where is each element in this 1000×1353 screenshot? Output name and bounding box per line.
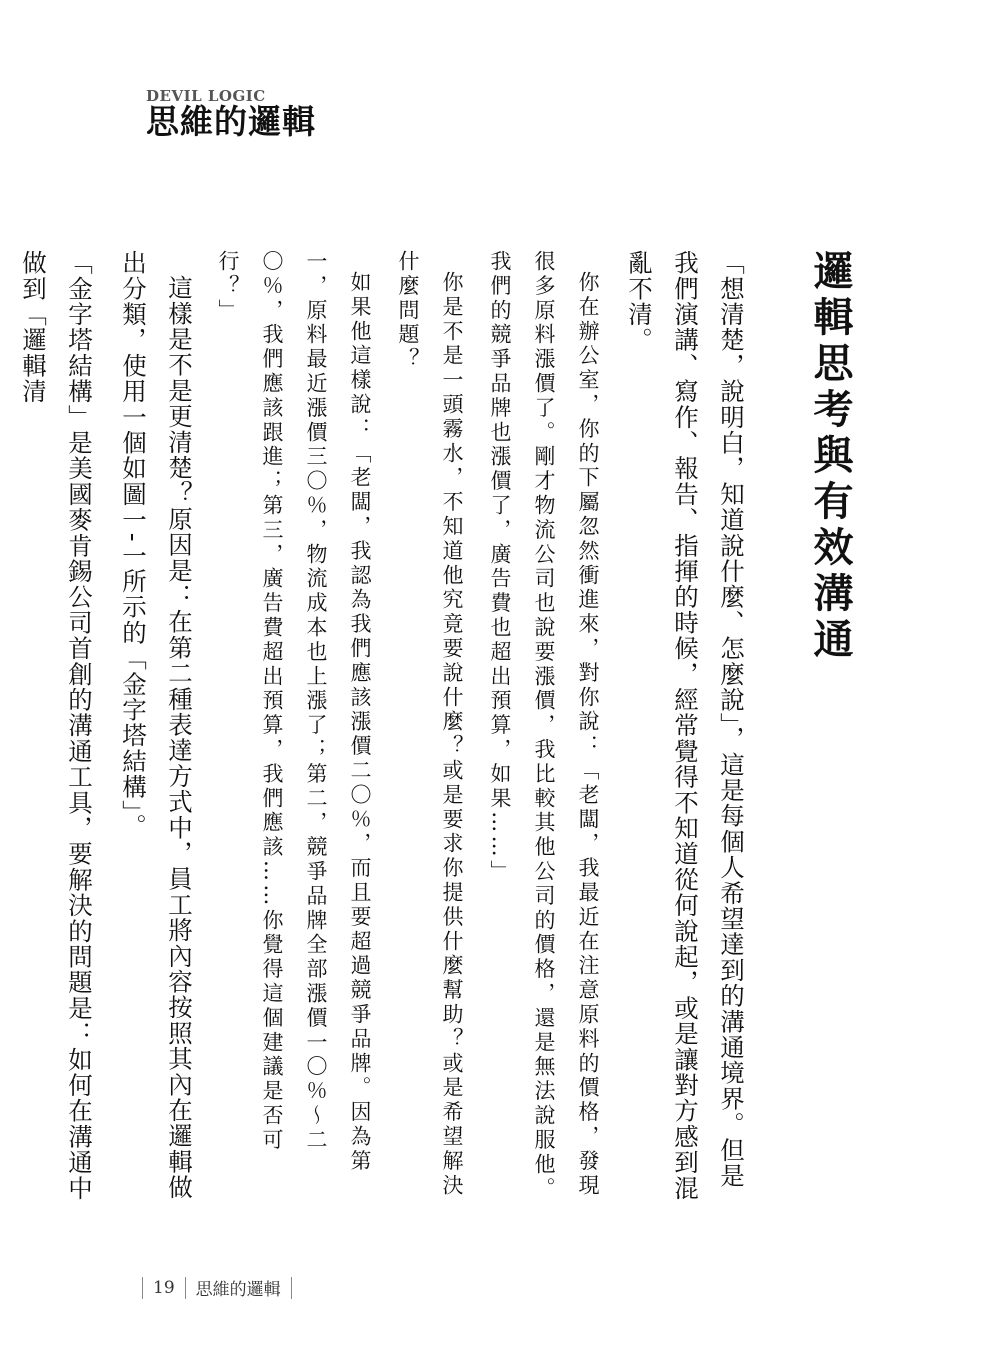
chapter-title: 邏輯思考與有效溝通 <box>807 250 853 664</box>
paragraph-intro: 「想清楚，說明白，知道說什麼、怎麼說」，這是每個人希望達到的溝通境界。但是我們演講、寫作、報告、指揮的時候，經常覺得不知道從何說起，或是讓對方感到混亂不清。 <box>625 250 746 1201</box>
running-header <box>146 88 316 140</box>
page-number: 19 <box>153 1277 175 1298</box>
page-footer <box>142 1275 292 1300</box>
quote-example-2: 如果他這樣說：「老闆，我認為我們應該漲價二〇％，而且要超過競爭品牌。因為第一，原料最近漲價三〇％，物流成本也上漲了；第二，競爭品牌全部漲價一〇％～二〇％，我們應該跟進；第三，廣告費超出預算，我們應該……你覺得這個建議是否可行？」 <box>216 250 372 1174</box>
footer-book-title: 思維的邏輯 <box>195 1280 281 1300</box>
quote-example-1: 你在辦公室，你的下屬忽然衝進來，對你說：「老闆，我最近在注意原料的價格，發現很多原料漲價了。剛才物流公司也說要漲價，我比較其他公司的價格，還是無法說服他。我們的競爭品牌也漲價了，廣告費也超出預算，如果……」 <box>488 250 600 1202</box>
footer-divider <box>291 1277 292 1299</box>
quote-question: 你是不是一頭霧水，不知道他究竟要說什麼？或是要求你提供什麼幫助？或是希望解決什麼問題？ <box>396 250 464 1199</box>
paragraph-pyramid: 「金字塔結構」是美國麥肯錫公司首創的溝通工具，要解決的問題是：如何在溝通中做到「邏輯清 <box>19 250 94 1201</box>
header-title: 思維的邏輯 <box>146 102 316 141</box>
vertical-text-body <box>19 250 860 1210</box>
header-subtitle: DEVIL LOGIC <box>146 87 266 105</box>
paragraph-explanation: 這樣是不是更清楚？原因是：在第二種表達方式中，員工將內容按照其內在邏輯做出分類，使用一個如圖一-一所示的「金字塔結構」。 <box>119 250 194 1200</box>
